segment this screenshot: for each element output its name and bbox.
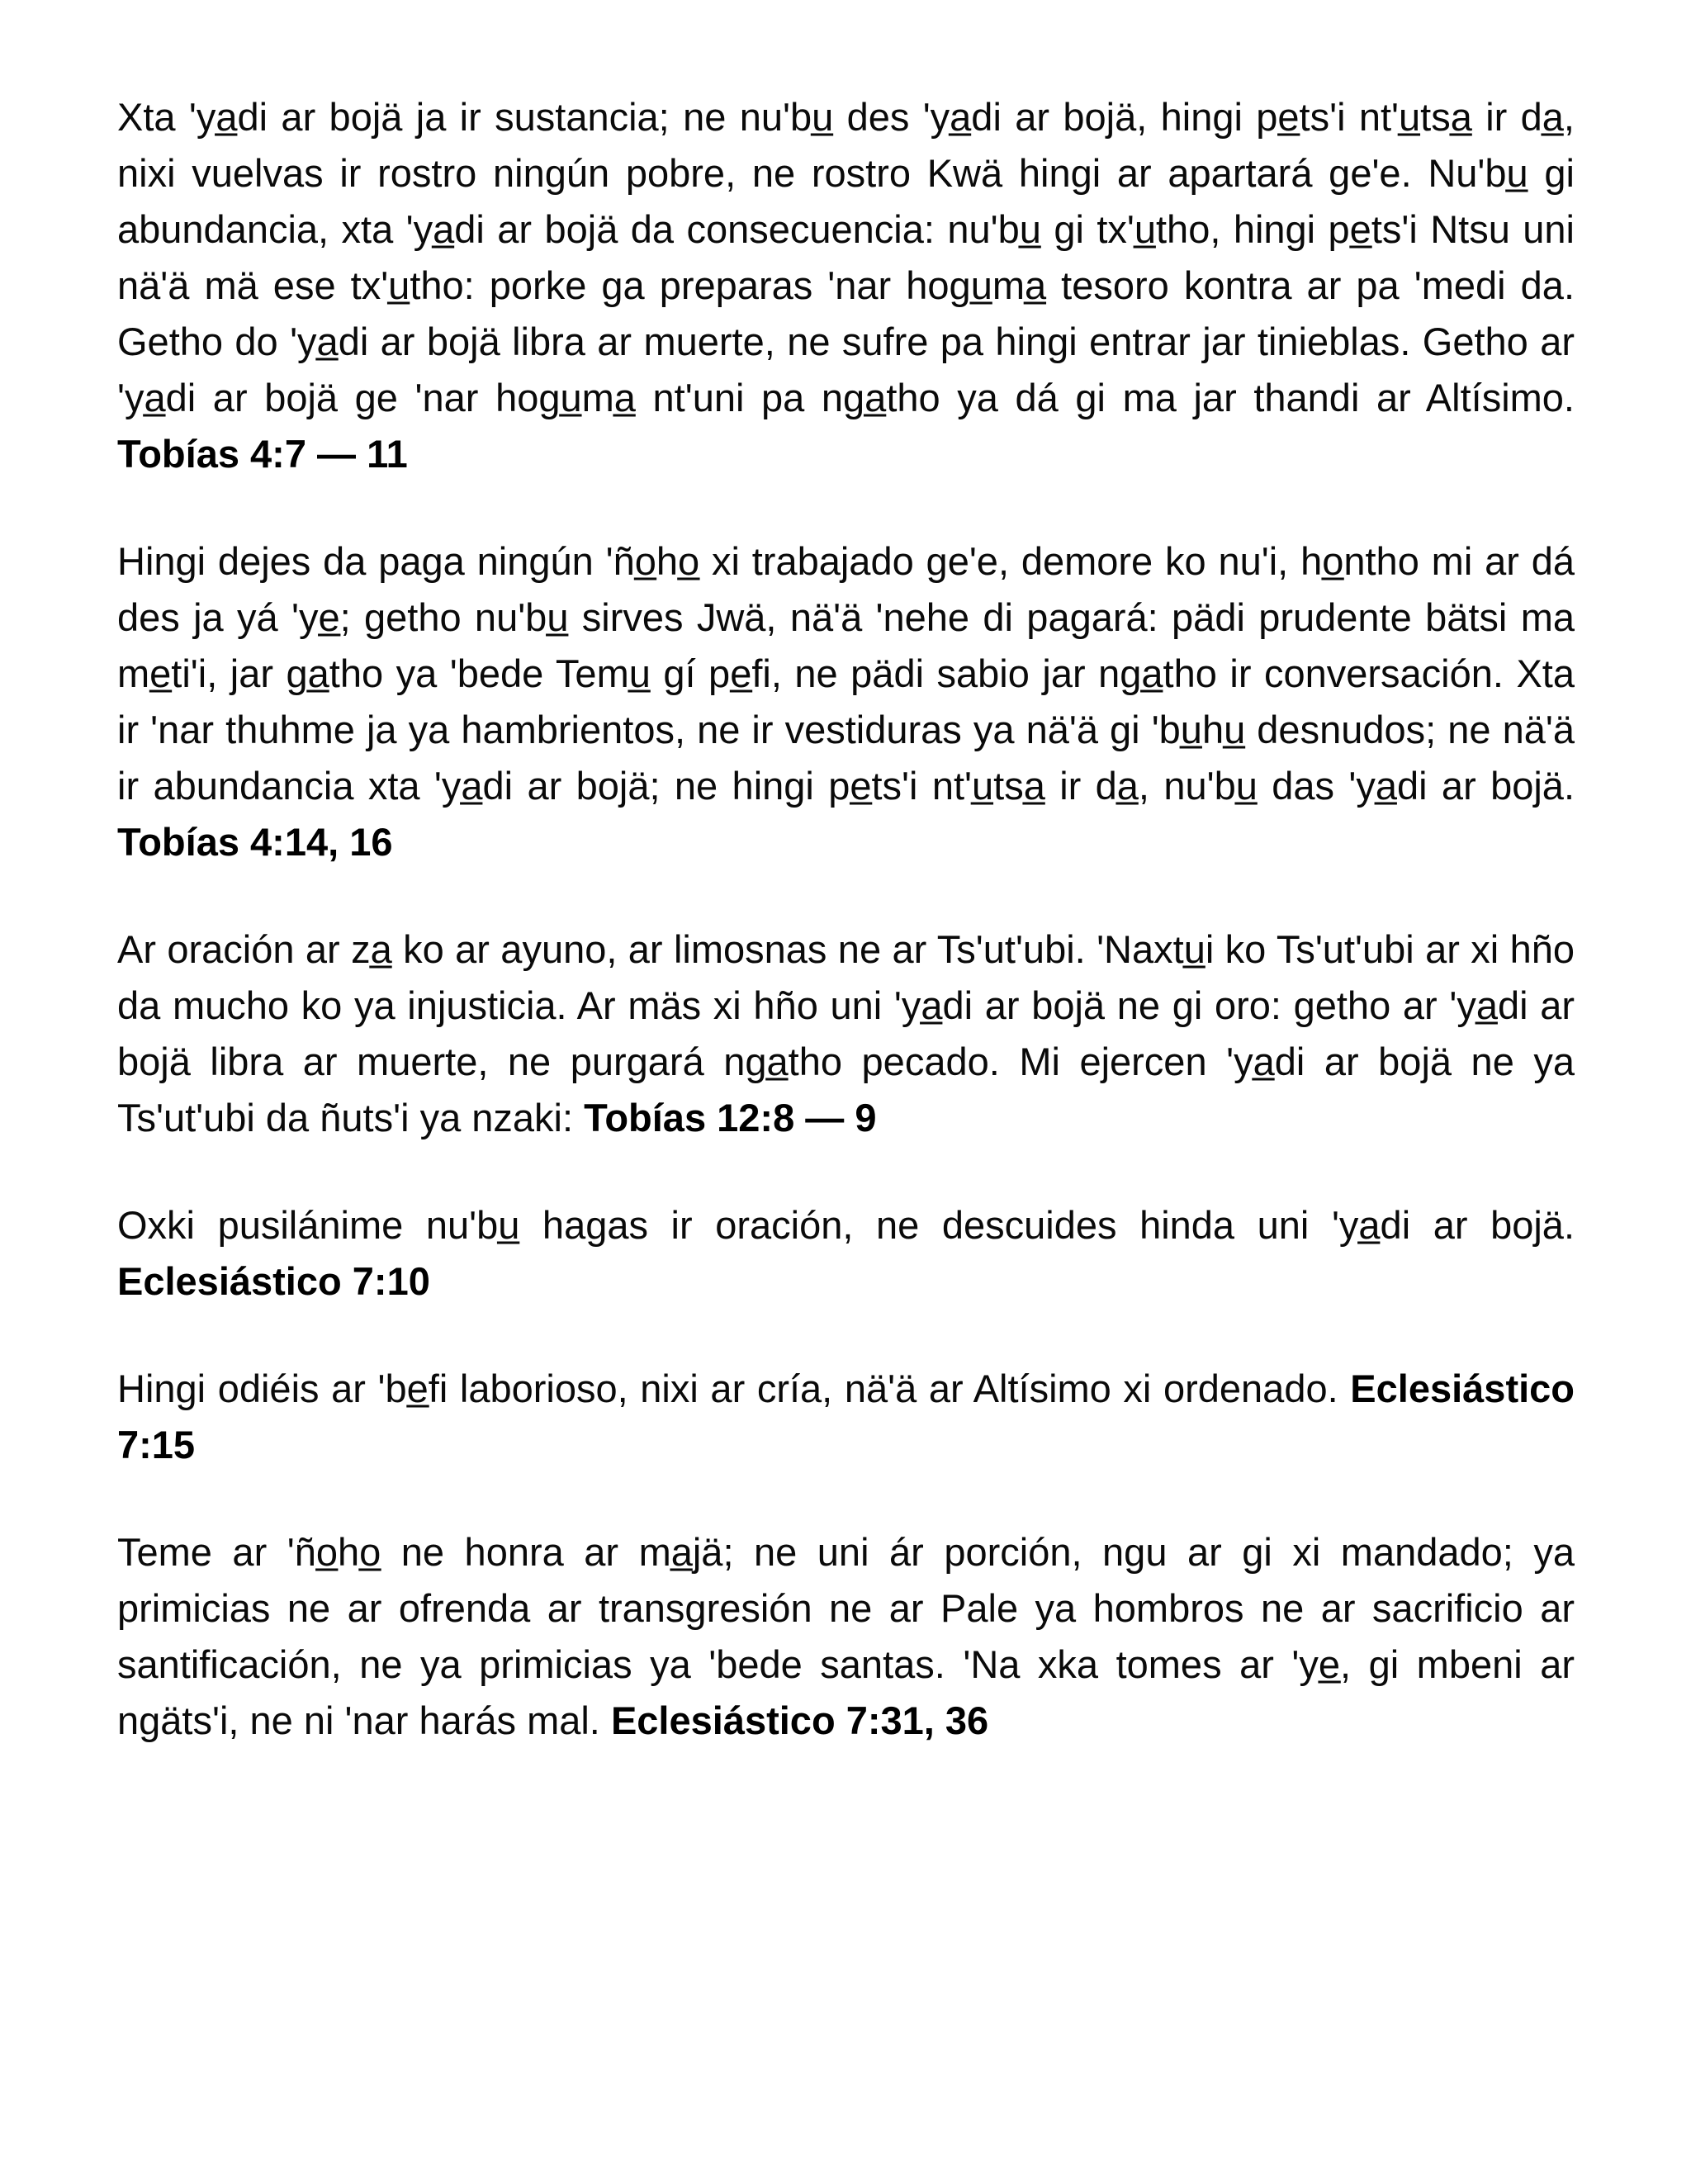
paragraph-text: Hingi odiéis ar 'be̲fi laborioso, nixi ar cría, nä'ä ar Altísimo xi ordenado. — [117, 1367, 1338, 1410]
verse-reference: Tobías 4:14, 16 — [117, 820, 393, 864]
verse-reference: Eclesiástico 7:15 — [117, 1367, 1575, 1466]
paragraph-text: Xta 'ya̲di ar bojä ja ir sustancia; ne nu'bu̲ des 'ya̲di ar bojä, hingi pe̲ts'i nt'u̲tsa̲ ir da̲, nixi vuelvas ir rostro ningún pobre, ne rostro Kwä hingi ar apartará ge'e. Nu'bu̲ gi abundancia, xta 'ya̲di ar bojä da consecuencia: nu'bu̲ gi tx'u̲tho, hingi pe̲ts'i Ntsu uni nä'ä mä ese tx'u̲tho: porke ga preparas 'nar hogu̲ma̲ tesoro kontra ar pa 'medi da. Getho do 'ya̲di ar bojä libra ar muerte, ne sufre pa hingi entrar jar tinieblas. Getho ar 'ya̲di ar bojä ge 'nar hogu̲ma̲ nt'uni pa nga̲tho ya dá gi ma jar thandi ar Altísimo. — [117, 95, 1575, 419]
verse-reference: Eclesiástico 7:10 — [117, 1259, 430, 1303]
verse-reference: Tobías 4:7 — 11 — [117, 432, 408, 476]
paragraph — [117, 921, 1575, 1146]
paragraph-text: Hingi dejes da paga ningún 'ño̲ho̲ xi trabajado ge'e, demore ko nu'i, ho̲ntho mi ar dá des ja yá 'ye̲; getho nu'bu̲ sirves Jwä, nä'ä 'nehe di pagará: pädi prudente bätsi ma me̲ti'i, jar ga̲tho ya 'bede Temu̲ gí pe̲fi, ne pädi sabio jar nga̲tho ir conversación. Xta ir 'nar thuhme ja ya hambrientos, ne ir vestiduras ya nä'ä gi 'bu̲hu̲ desnudos; ne nä'ä ir abundancia xta 'ya̲di ar bojä; ne hingi pe̲ts'i nt'u̲tsa̲ ir da̲, nu'bu̲ das 'ya̲di ar bojä. — [117, 539, 1575, 808]
verse-reference: Tobías 12:8 — 9 — [584, 1096, 877, 1139]
paragraph — [117, 1197, 1575, 1310]
paragraph-text: Teme ar 'ño̲ho̲ ne honra ar ma̲jä; ne uni ár porción, ngu ar gi xi mandado; ya primicias ne ar ofrenda ar transgresión ne ar Pale ya hombros ne ar sacrificio ar santificación, ne ya primicias ya 'bede santas. 'Na xka tomes ar 'ye̲, gi mbeni ar ngäts'i, ne ni 'nar harás mal. — [117, 1530, 1575, 1742]
paragraph — [117, 533, 1575, 870]
paragraph — [117, 89, 1575, 482]
paragraph — [117, 1361, 1575, 1473]
verse-reference: Eclesiástico 7:31, 36 — [610, 1698, 989, 1742]
paragraph-text: Oxki pusilánime nu'bu̲ hagas ir oración, ne descuides hinda uni 'ya̲di ar bojä. — [117, 1203, 1575, 1247]
paragraph-text: Ar oración ar za̲ ko ar ayuno, ar limosnas ne ar Ts'ut'ubi. 'Naxtu̲i ko Ts'ut'ubi ar xi hño da mucho ko ya injusticia. Ar mäs xi hño uni 'ya̲di ar bojä ne gi oro: getho ar 'ya̲di ar bojä libra ar muerte, ne purgará nga̲tho pecado. Mi ejercen 'ya̲di ar bojä ne ya Ts'ut'ubi da ñuts'i ya nzaki: — [117, 927, 1575, 1139]
paragraph — [117, 1524, 1575, 1749]
